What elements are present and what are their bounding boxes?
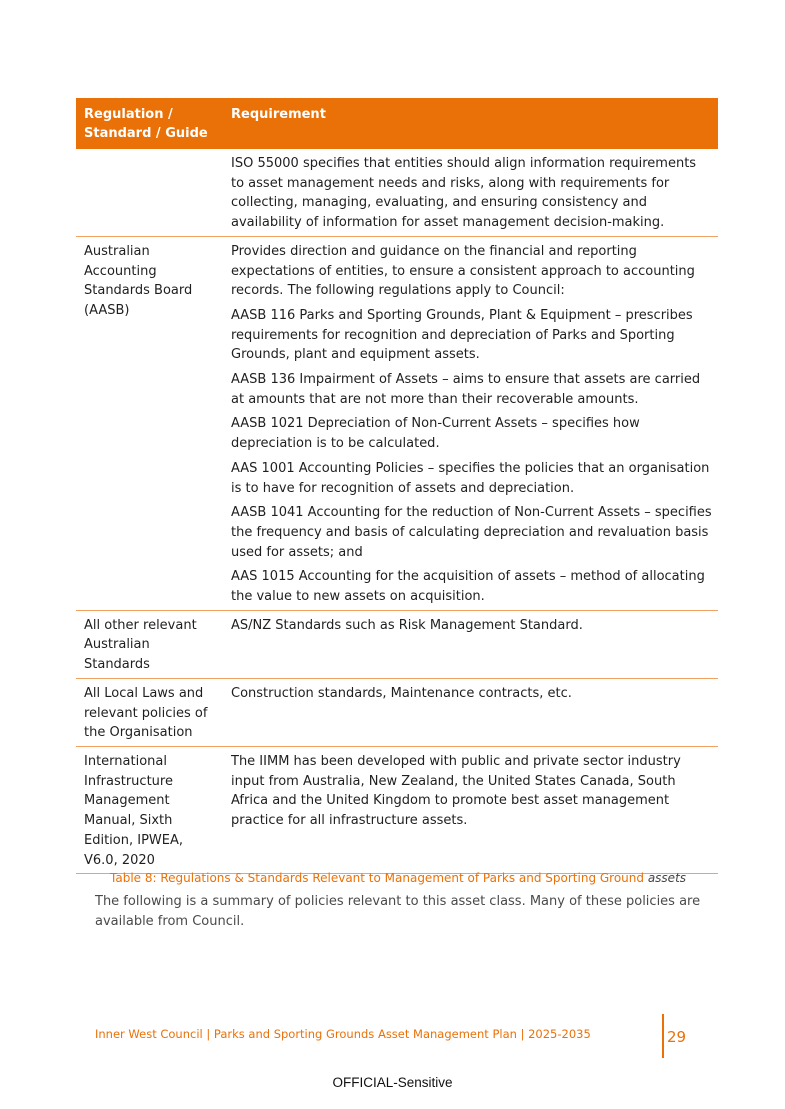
regulations-table <box>76 98 718 874</box>
footer-title: Inner West Council | Parks and Sporting Grounds Asset Management Plan | 2025-2035 <box>95 1027 591 1041</box>
table-row <box>76 678 718 746</box>
requirement-text: The IIMM has been developed with public and private sector industry input from Australia, New Zealand, the United States Canada, South Africa and the United Kingdom to promote best asset management practice for all infrastructure assets. <box>231 753 681 829</box>
requirement-text: AS/NZ Standards such as Risk Management Standard. <box>231 617 583 633</box>
requirement-text: Provides direction and guidance on the financial and reporting expectations of entities, to ensure a consistent approach to accounting records. The following regulations apply to Council: <box>231 243 695 299</box>
requirement-text: AASB 1041 Accounting for the reduction of Non-Current Assets – specifies the frequency and basis of calculating depreciation and revaluation basis used for assets; and <box>231 505 712 560</box>
requirement-cell <box>224 610 718 678</box>
footer-divider <box>662 1014 664 1058</box>
requirement-text: AASB 116 Parks and Sporting Grounds, Plant & Equipment – prescribes requirements for recognition and depreciation of Parks and Sporting Grounds, plant and equipment assets. <box>231 307 693 363</box>
table-header-row <box>76 98 718 149</box>
requirement-text: Construction standards, Maintenance contracts, etc. <box>231 685 572 701</box>
header-requirement: Requirement <box>224 98 718 149</box>
regulation-cell: All other relevant Australian Standards <box>76 610 224 678</box>
table-caption <box>110 869 710 887</box>
regulation-cell <box>76 149 224 236</box>
regulations-table-container <box>76 98 718 874</box>
table-row <box>76 236 718 610</box>
requirement-text: AAS 1001 Accounting Policies – specifies the policies that an organisation is to have for recognition of assets and depreciation. <box>231 460 710 496</box>
classification-label: OFFICIAL-Sensitive <box>332 1075 453 1090</box>
requirement-text: AASB 136 Impairment of Assets – aims to ensure that assets are carried at amounts that are not more than their recoverable amounts. <box>231 372 701 407</box>
table-row <box>76 610 718 678</box>
table-row <box>76 149 718 236</box>
caption-emphasis: assets <box>647 871 687 885</box>
caption-text: Table 8: Regulations & Standards Relevant to Management of Parks and Sporting Ground <box>110 871 648 885</box>
regulation-cell: All Local Laws and relevant policies of the Organisation <box>76 678 224 746</box>
page-number: 29 <box>667 1028 687 1046</box>
summary-paragraph: The following is a summary of policies relevant to this asset class. Many of these policies are available from Council. <box>95 894 701 929</box>
table-row <box>76 746 718 873</box>
requirement-cell <box>224 678 718 746</box>
requirement-text: AASB 1021 Depreciation of Non-Current Assets – specifies how depreciation is to be calculated. <box>231 416 640 452</box>
table-body <box>76 149 718 874</box>
regulation-cell: Australian Accounting Standards Board (AASB) <box>76 236 224 610</box>
regulation-cell: International Infrastructure Management Manual, Sixth Edition, IPWEA, V6.0, 2020 <box>76 746 224 873</box>
requirement-cell <box>224 746 718 873</box>
requirement-cell <box>224 149 718 236</box>
header-regulation: Regulation / Standard / Guide <box>76 98 224 149</box>
table-header <box>76 98 718 149</box>
requirement-text: ISO 55000 specifies that entities should align information requirements to asset management needs and risks, along with requirements for collecting, managing, evaluating, and ensuring consistency and availability of information for asset management decision-making. <box>231 156 697 231</box>
requirement-cell <box>224 236 718 610</box>
requirement-text: AAS 1015 Accounting for the acquisition of assets – method of allocating the value to new assets on acquisition. <box>231 569 705 605</box>
